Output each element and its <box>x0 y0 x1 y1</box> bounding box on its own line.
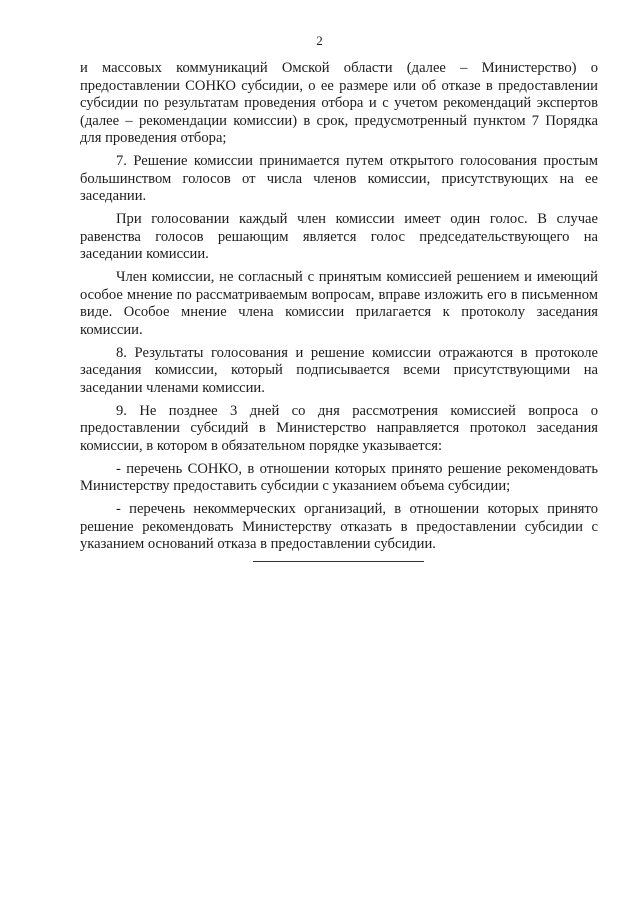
paragraph-voting: При голосовании каждый член комиссии имеет один голос. В случае равенства голосов решающим является голос председательствующего на заседании комиссии. <box>80 211 598 262</box>
list-item-approved: - перечень СОНКО, в отношении которых принято решение рекомендовать Министерству предоставить субсидии с указанием объема субсидии; <box>80 460 598 494</box>
page-number: 2 <box>316 33 323 48</box>
paragraph-dissent: Член комиссии, не согласный с принятым комиссией решением и имеющий особое мнение по рассматриваемым вопросам, вправе изложить его в письменном виде. Особое мнение члена комиссии прилагается к протоколу заседания комиссии. <box>80 269 598 338</box>
paragraph-continuation: и массовых коммуникаций Омской области (далее – Министерство) о предоставлении СОНКО субсидии, о ее размере или об отказе в предоставлении субсидии по результатам проведения отбора и с учетом рекомендаций экспертов (далее – рекомендации комиссии) в срок, предусмотренный пунктом 7 Порядка для проведения отбора; <box>80 60 598 146</box>
paragraph-item-7: 7. Решение комиссии принимается путем открытого голосования простым большинством голосов от числа членов комиссии, присутствующих на ее заседании. <box>80 153 598 204</box>
list-item-rejected: - перечень некоммерческих организаций, в отношении которых принято решение рекомендовать Министерству отказать в предоставлении субсидии с указанием оснований отказа в предоставлении субсидии. <box>80 501 598 552</box>
paragraph-item-8: 8. Результаты голосования и решение комиссии отражаются в протоколе заседания комиссии, который подписывается всеми присутствующими на заседании членами комиссии. <box>80 344 598 396</box>
document-body <box>80 60 598 559</box>
paragraph-item-9: 9. Не позднее 3 дней со дня рассмотрения комиссией вопроса о предоставлении субсидий в Министерство направляется протокол заседания комиссии, в котором в обязательном порядке указывается: <box>80 402 598 454</box>
end-separator-line <box>253 561 424 562</box>
